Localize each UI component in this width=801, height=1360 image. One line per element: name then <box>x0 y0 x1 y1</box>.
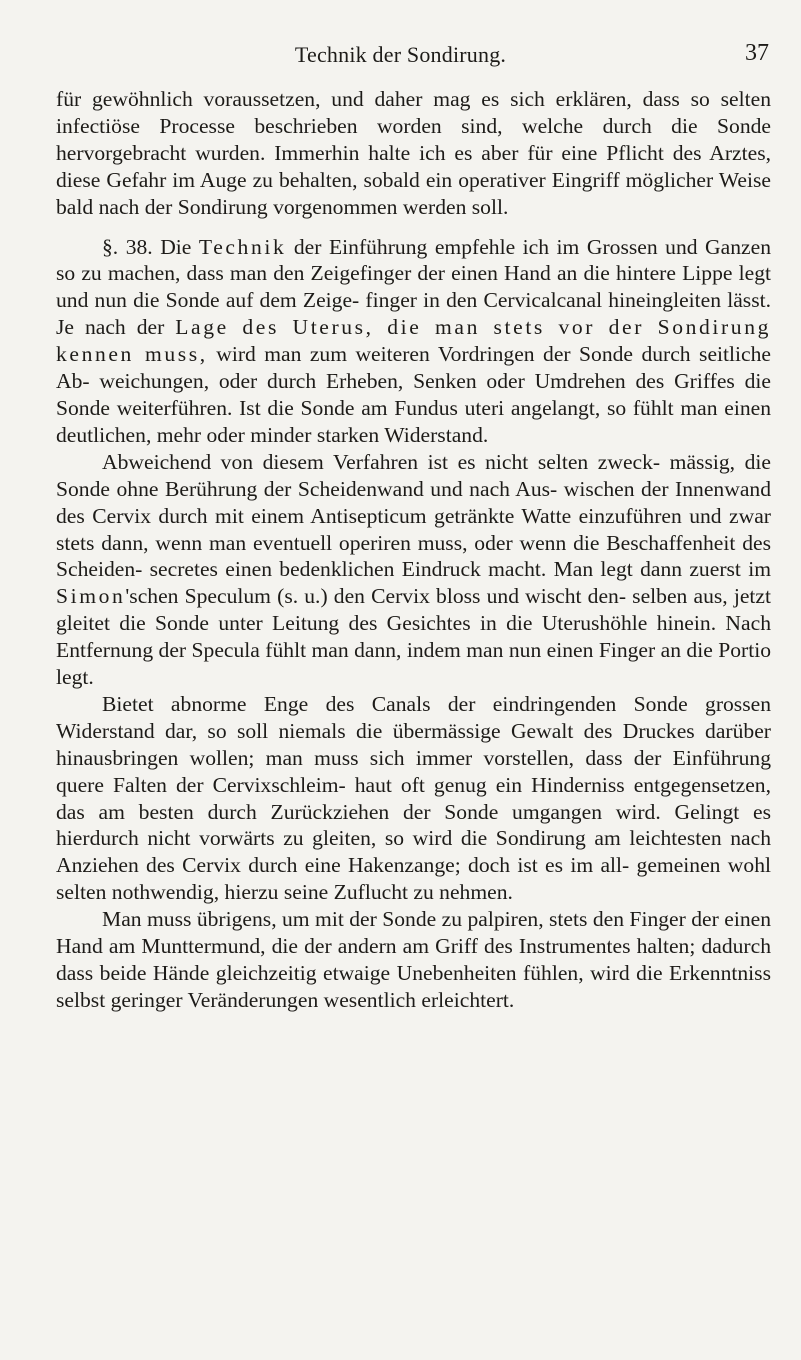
text-run: 'schen Speculum (s. u.) den Cervix bloss und wischt den- selben aus, jetzt gleitet die Sonde unter Leitung des Gesichtes in die Uterushöhle hinein. Nach Entfernung der Specula fühlt man dann, indem man nun einen Finger an die Portio legt. <box>56 584 771 690</box>
page-number: 37 <box>745 40 769 66</box>
text-run: Bietet abnorme Enge des Canals der eindringenden Sonde grossen Widerstand dar, so soll niemals die übermässige Gewalt des Druckes darüber hinausbringen wollen; man muss sich immer vorstellen, dass der Einführung quere Falten der Cervixschleim- haut oft genug ein Hinderniss entgegensetzen, das am besten durch Zurückziehen der Sonde umgangen wird. Gelingt es hierdurch nicht vorwärts zu gleiten, so wird die Sondirung am leichtesten nach Anziehen des Cervix durch eine Hakenzange; doch ist es im all- gemeinen wohl selten nothwendig, hierzu seine Zuflucht zu nehmen. <box>56 691 771 905</box>
paragraph <box>56 449 771 691</box>
text-run: wird man zum weiteren Vordringen der Sonde durch seitliche Ab- weichungen, oder durch Erheben, Senken oder Umdrehen des Griffes die Sonde weiterführen. Ist die Sonde am Fundus uteri angelangt, so fühlt man einen deutlichen, mehr oder minder starken Widerstand. <box>56 342 771 447</box>
spaced-emphasis: Technik <box>198 234 287 259</box>
text-run: für gewöhnlich voraussetzen, und daher mag es sich erklären, dass so selten infectiöse Processe beschrieben worden sind, welche durch die Sonde hervorgebracht wurden. Immerhin halte ich es aber für eine Pflicht des Arztes, diese Gefahr im Auge zu behalten, sobald ein operativer Eingriff möglicher Weise bald nach der Sondirung vorgenommen werden soll. <box>56 87 771 219</box>
text-run: §. 38. Die <box>102 234 199 259</box>
spaced-emphasis: Lage des Uterus, die man stets vor der Sondirung kennen muss, <box>56 315 771 367</box>
text-run: der Einführung empfehle ich im Grossen und Ganzen so zu machen, dass man den Zeigefinger der einen Hand an die hintere Lippe legt und nun die Sonde auf dem Zeige- finger in den Cervicalcanal hineingleiten lässt. Je nach der <box>56 234 771 340</box>
body-text <box>56 86 771 1014</box>
paragraph <box>56 86 771 221</box>
spaced-emphasis: Simon <box>56 584 126 609</box>
running-title: Technik der Sondirung. <box>294 42 507 67</box>
page-header <box>0 38 801 78</box>
paragraph <box>56 906 771 1014</box>
paragraph <box>56 691 771 906</box>
text-run: Man muss übrigens, um mit der Sonde zu palpiren, stets den Finger der einen Hand am Munttermund, die der andern am Griff des Instrumentes halten; dadurch dass beide Hände gleichzeitig etwaige Unebenheiten fühlen, wird die Erkenntniss selbst geringer Veränderungen wesentlich erleichtert. <box>56 907 771 1012</box>
text-run: Abweichend von diesem Verfahren ist es nicht selten zweck- mässig, die Sonde ohne Berührung der Scheidenwand und nach Aus- wischen der Innenwand des Cervix durch mit einem Antisepticum getränkte Watte einzuführen und zwar stets dann, wenn man eventuell operiren muss, oder wenn die Beschaffenheit des Scheiden- secretes einen bedenklichen Eindruck macht. Man legt dann zuerst im <box>56 449 771 582</box>
paragraph-section-38 <box>56 234 771 449</box>
